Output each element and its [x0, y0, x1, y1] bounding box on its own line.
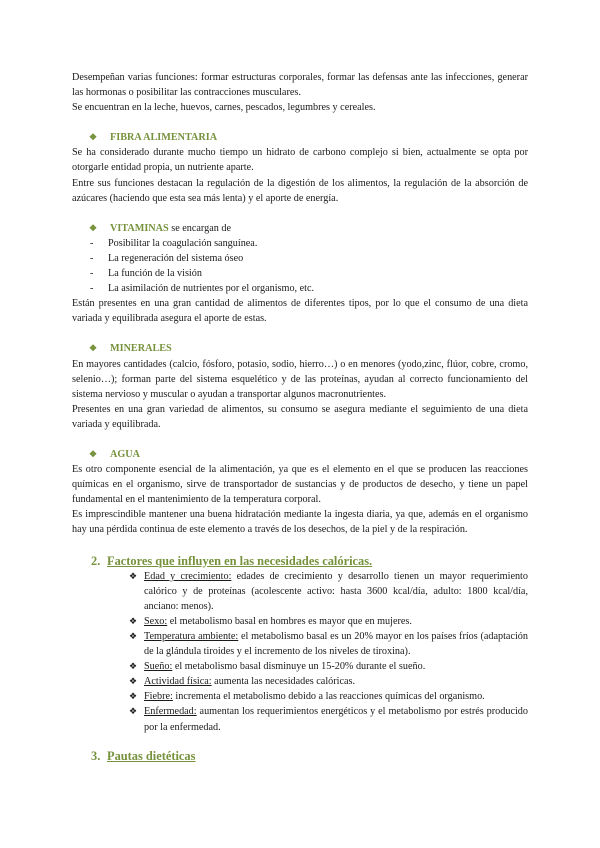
factor-label: Sexo:	[144, 615, 168, 627]
factor-label: Fiebre:	[144, 691, 173, 703]
dash-bullet: -	[90, 268, 94, 280]
factor-text: incrementa el metabolismo debido a las reacciones químicas del organismo.	[172, 691, 485, 703]
list-item	[129, 659, 528, 674]
minerales-paragraph-1: En mayores cantidades (calcio, fósforo, potasio, sodio, hierro…) o en menores (yodo,zinc, flúor, cobre, cromo, selenio…); forman parte del sistema esquelético y de las proteínas, ayudan al correcto funcionamiento del sistema nervioso y muscular o ayudan a transportar algunos macronutrientes.	[72, 358, 528, 400]
list-item	[129, 689, 528, 704]
minerales-paragraph-2: Presentes en una gran variedad de alimentos, su consumo se asegura mediante el seguimiento de una dieta variada y equilibrada.	[72, 403, 528, 430]
section-2-title: Factores que influyen en las necesidades calóricas.	[107, 553, 373, 568]
diamond-bullet-icon: ❖	[129, 676, 138, 687]
list-item	[72, 251, 528, 266]
factor-text: aumentan los requerimientos energéticos y el metabolismo por estrés producido por la enfermedad.	[144, 706, 528, 733]
factor-text: aumenta las necesidades calóricas.	[211, 676, 356, 688]
agua-title: AGUA	[110, 448, 140, 460]
minerales-title: MINERALES	[110, 343, 172, 355]
list-item	[129, 614, 528, 629]
diamond-bullet-icon: ❖	[129, 615, 138, 626]
section-3-number: 3.	[91, 748, 101, 763]
section-3-heading	[91, 749, 528, 764]
vitaminas-title: VITAMINAS	[110, 222, 169, 234]
factor-text: edades de crecimiento y desarrollo tienen un mayor requerimiento calórico y de proteínas (acolescente activo: hasta 3600 kcal/día, adulto: 1800 kcal/día, anciano: menos).	[144, 570, 528, 612]
list-item	[72, 266, 528, 281]
vitaminas-heading	[89, 221, 528, 236]
agua-paragraph-1: Es otro componente esencial de la alimentación, ya que es el elemento en el que se producen las reacciones químicas en el organismo, sirve de transportador de sustancias y de productos de desecho, y tiene un papel fundamental en el mantenimiento de la temperatura corporal.	[72, 464, 528, 506]
diamond-bullet-icon: ❖	[129, 691, 138, 702]
list-item-text: Posibilitar la coagulación sanguínea.	[108, 237, 258, 249]
agua-paragraph-2: Es imprescindible mantener una buena hidratación mediante la ingesta diaria, ya que, además en el organismo hay una pérdida continua de este elemento a través de los desechos, de la piel y de la respiración.	[72, 509, 528, 536]
agua-heading	[89, 447, 528, 462]
fibra-paragraph-2: Entre sus funciones destacan la regulación de la digestión de los alimentos, la regulación de la absorción de azúcares (haciendo que esta sea más lenta) y el aporte de energía.	[72, 177, 528, 204]
factor-text: el metabolismo basal disminuye un 15-20% durante el sueño.	[172, 661, 426, 673]
diamond-bullet-icon: ❖	[129, 631, 138, 641]
diamond-bullet-icon: ❖	[129, 661, 138, 672]
diamond-bullet-icon: ❖	[129, 570, 138, 581]
factor-label: Sueño:	[144, 661, 173, 673]
list-item	[72, 236, 528, 251]
factor-text: el metabolismo basal en hombres es mayor que en mujeres.	[167, 615, 412, 627]
vitaminas-list	[72, 236, 528, 296]
vitaminas-title-rest: se encargan de	[168, 222, 232, 234]
section-3-title: Pautas dietéticas	[107, 748, 196, 763]
list-item	[129, 629, 528, 659]
diamond-bullet-icon: ❖	[89, 343, 98, 354]
diamond-bullet-icon: ❖	[89, 448, 98, 459]
intro-paragraph-2: Se encuentran en la leche, huevos, carnes, pescados, legumbres y cereales.	[72, 102, 376, 114]
dash-bullet: -	[90, 237, 94, 249]
list-item	[72, 281, 528, 296]
intro-paragraph-1: Desempeñan varias funciones: formar estructuras corporales, formar las defensas ante las infecciones, generar las hormonas o posibilitar las contracciones musculares.	[72, 72, 528, 99]
list-item	[129, 674, 528, 689]
list-item	[129, 704, 528, 734]
factores-list	[129, 569, 528, 735]
fibra-paragraph-1: Se ha considerado durante mucho tiempo un hidrato de carbono complejo si bien, actualmente se opta por otorgarle entidad propia, un nutriente aparte.	[72, 147, 528, 174]
minerales-heading	[89, 341, 528, 356]
dash-bullet: -	[90, 252, 94, 264]
diamond-bullet-icon: ❖	[89, 222, 98, 233]
factor-label: Actividad física:	[144, 676, 212, 688]
document-page	[72, 70, 528, 764]
diamond-bullet-icon: ❖	[89, 132, 98, 143]
fibra-heading	[89, 130, 528, 145]
dash-bullet: -	[90, 283, 94, 295]
list-item	[129, 569, 528, 614]
list-item-text: La función de la visión	[108, 268, 202, 280]
factor-label: Edad y crecimiento:	[144, 570, 232, 582]
factor-label: Temperatura ambiente:	[144, 631, 239, 642]
diamond-bullet-icon: ❖	[129, 706, 138, 717]
fibra-title: FIBRA ALIMENTARIA	[110, 132, 218, 144]
factor-text: el metabolismo basal es un 20% mayor en los países fríos (adaptación de la glándula tiroides y el incremento de los niveles de tiroxina).	[144, 631, 528, 658]
vitaminas-paragraph-1: Están presentes en una gran cantidad de alimentos de diferentes tipos, por lo que el consumo de una dieta variada y equilibrada asegura el aporte de estas.	[72, 298, 528, 325]
factor-label: Enfermedad:	[144, 706, 197, 718]
list-item-text: La asimilación de nutrientes por el organismo, etc.	[108, 283, 315, 295]
list-item-text: La regeneración del sistema óseo	[108, 252, 244, 264]
section-2-number: 2.	[91, 553, 101, 568]
section-2-heading	[91, 554, 528, 569]
